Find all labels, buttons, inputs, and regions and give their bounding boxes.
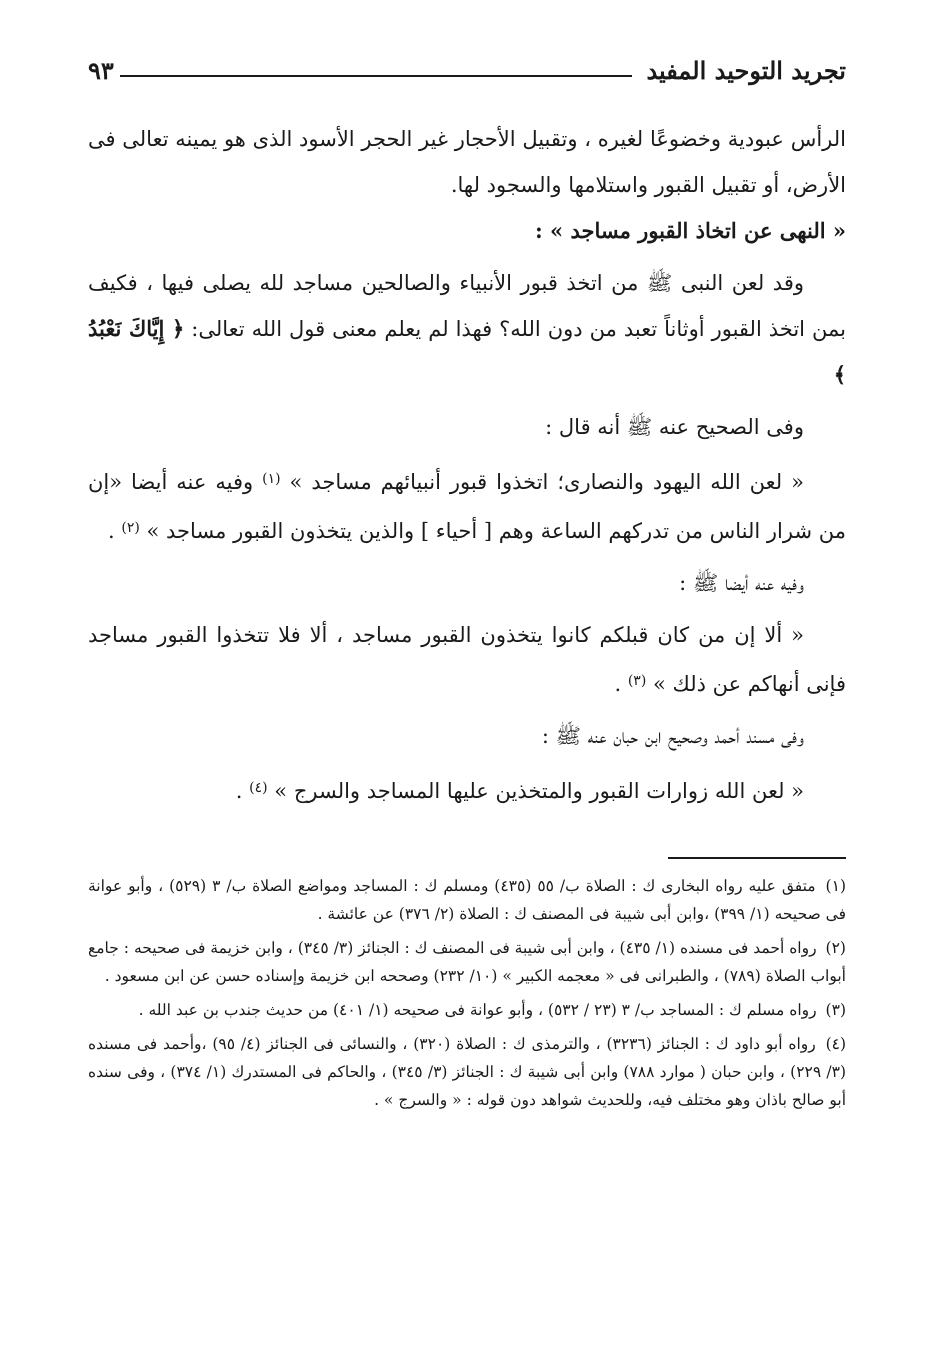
- paragraph-2: [88, 260, 846, 398]
- footnote-number: (٤): [825, 1035, 847, 1053]
- footnote-text: متفق عليه رواه البخارى ك : الصلاة ب/ ٥٥ (٤٣٥) ومسلم ك : المساجد ومواضع الصلاة ب/ ٣ (٥٢٩) ، وأبو عوانة فى صحيحه (١/ ٣٩٩) ،وابن أبى شيبة فى المصنف ك : الصلاة (٢/ ٣٧٦) عن عائشة .: [88, 877, 846, 923]
- footnote-ref-3[interactable]: (٣): [627, 673, 647, 689]
- page-header: [88, 50, 846, 90]
- paragraph-1: الرأس عبودية وخضوعًا لغيره ، وتقبيل الأحجار غير الحجر الأسود الذى هو يمينه تعالى فى الأرض، أو تقبيل القبور واستلامها والسجود لها.: [88, 127, 846, 197]
- main-text: [88, 116, 846, 814]
- paragraph-6: [88, 612, 846, 707]
- footnote-number: (٢): [825, 939, 846, 957]
- paragraph-6-end: .: [614, 672, 622, 696]
- page-number: ٩٣: [88, 55, 114, 85]
- hadith-quote-3: « ألا إن من كان قبلكم كانوا يتخذون القبور مساجد ، ألا فلا تتخذوا القبور مساجد فإنى أنهاكم عن ذلك »: [88, 623, 846, 696]
- footnote-number: (١): [825, 877, 846, 895]
- paragraph-5: وفيه عنه أيضا ﷺ :: [679, 571, 804, 595]
- footnote-ref-2[interactable]: (٢): [121, 520, 140, 536]
- footnote-ref-1[interactable]: (١): [262, 471, 281, 487]
- footnotes: [88, 872, 846, 1120]
- section-heading: « النهى عن اتخاذ القبور مساجد » :: [534, 218, 846, 243]
- footnote-2: [88, 934, 846, 990]
- running-title: تجريد التوحيد المفيد: [646, 55, 846, 85]
- quran-verse: ﴿ إِيَّاكَ نَعْبُدُ ﴾: [88, 316, 846, 387]
- footnote-ref-4[interactable]: (٤): [249, 780, 268, 796]
- paragraph-4-end: .: [107, 519, 115, 543]
- header-rule: [120, 75, 633, 77]
- paragraph-8-end: .: [235, 779, 243, 803]
- footnote-3: [88, 996, 846, 1024]
- hadith-quote-4: « لعن الله زوارات القبور والمتخذين عليها المساجد والسرج »: [274, 779, 804, 803]
- paragraph-7: وفى مسند أحمد وصحيح ابن حبان عنه ﷺ :: [541, 724, 804, 748]
- footnote-text: رواه مسلم ك : المساجد ب/ ٣ (٢٣ / ٥٣٢) ، وأبو عوانة فى صحيحه (١/ ٤٠١) من حديث جندب بن عبد الله .: [138, 1001, 817, 1019]
- paragraph-3: وفى الصحيح عنه ﷺ أنه قال :: [545, 415, 804, 439]
- hadith-quote-1: « لعن الله اليهود والنصارى؛ اتخذوا قبور أنبيائهم مساجد »: [289, 470, 804, 494]
- hadith-quote-2: وفيه عنه أيضا «إن من شرار الناس من تدركهم الساعة وهم [ أحياء ] والذين يتخذون القبور مساجد »: [88, 470, 846, 543]
- footnote-separator: [668, 857, 846, 859]
- footnote-number: (٣): [825, 1001, 846, 1019]
- footnote-text: رواه أحمد فى مسنده (١/ ٤٣٥) ، وابن أبى شيبة فى المصنف ك : الجنائز (٣/ ٣٤٥) ، وابن خزيمة فى صحيحه : جامع أبواب الصلاة (٧٨٩) ، والطبرانى فى « معجمه الكبير » (١٠/ ٢٣٢) وصححه ابن خزيمة وإسناده حسن عن ابن مسعود .: [88, 939, 846, 985]
- footnote-4: [88, 1030, 846, 1114]
- paragraph-2-text: وقد لعن النبى ﷺ من اتخذ قبور الأنبياء والصالحين مساجد لله يصلى فيها ، فكيف بمن اتخذ القبور أوثاناً تعبد من دون الله؟ فهذا لم يعلم معنى قول الله تعالى:: [88, 271, 846, 341]
- footnote-text: رواه أبو داود ك : الجنائز (٣٢٣٦) ، والترمذى ك : الصلاة (٣٢٠) ، والنسائى فى الجنائز (٤/ ٩٥) ،وأحمد فى مسنده (٣/ ٢٢٩) ، وابن حبان ( موارد ٧٨٨) وابن أبى شيبة ك : الجنائز (٣/ ٣٤٥) ، والحاكم فى المستدرك (١/ ٣٧٤) ، وفى سنده أبو صالح باذان وهو مختلف فيه، وللحديث شواهد دون قوله : « والسرج » .: [88, 1035, 847, 1109]
- paragraph-4: [88, 456, 846, 554]
- footnote-1: [88, 872, 846, 928]
- paragraph-8: [88, 765, 846, 814]
